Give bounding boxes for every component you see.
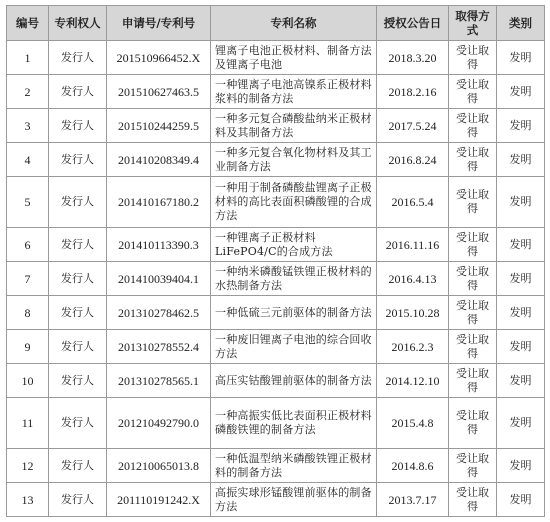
cell-category: 发明 (497, 75, 545, 109)
cell-holder: 发行人 (49, 330, 107, 364)
cell-holder: 发行人 (49, 109, 107, 143)
cell-category: 发明 (497, 364, 545, 398)
cell-method: 受让取得 (449, 75, 497, 109)
header-app-no: 申请号/专利号 (107, 6, 211, 41)
header-category: 类别 (497, 6, 545, 41)
cell-method: 受让取得 (449, 143, 497, 177)
cell-method: 受让取得 (449, 364, 497, 398)
header-holder: 专利权人 (49, 6, 107, 41)
cell-no: 13 (7, 483, 49, 517)
cell-no: 6 (7, 228, 49, 262)
cell-name: 一种多元复合氧化物材料及其工业制备方法 (211, 143, 377, 177)
cell-app-no: 201110191242.X (107, 483, 211, 517)
cell-date: 2013.7.17 (377, 483, 449, 517)
cell-category: 发明 (497, 143, 545, 177)
table-row (7, 364, 545, 398)
cell-app-no: 201510627463.5 (107, 75, 211, 109)
cell-holder: 发行人 (49, 449, 107, 483)
table-row (7, 228, 545, 262)
cell-date: 2017.5.24 (377, 109, 449, 143)
cell-name: 一种用于制备磷酸盐锂离子正极材料的高比表面积磷酸锂的合成方法 (211, 177, 377, 228)
cell-date: 2015.4.8 (377, 398, 449, 449)
cell-date: 2014.8.6 (377, 449, 449, 483)
cell-app-no: 201410208349.4 (107, 143, 211, 177)
cell-name: 一种锂离子电池高镍系正极材料浆料的制备方法 (211, 75, 377, 109)
cell-name: 一种低温型纳米磷酸铁锂正极材料的制备方法 (211, 449, 377, 483)
cell-name: 高压实钴酸锂前驱体的制备方法 (211, 364, 377, 398)
cell-date: 2018.2.16 (377, 75, 449, 109)
cell-app-no: 201210065013.8 (107, 449, 211, 483)
cell-method: 受让取得 (449, 177, 497, 228)
cell-name: 一种低硫三元前驱体的制备方法 (211, 296, 377, 330)
cell-category: 发明 (497, 449, 545, 483)
cell-no: 7 (7, 262, 49, 296)
cell-method: 受让取得 (449, 109, 497, 143)
header-date: 授权公告日 (377, 6, 449, 41)
table-row (7, 109, 545, 143)
cell-category: 发明 (497, 330, 545, 364)
cell-app-no: 201310278565.1 (107, 364, 211, 398)
cell-category: 发明 (497, 177, 545, 228)
table-row (7, 262, 545, 296)
cell-category: 发明 (497, 296, 545, 330)
cell-method: 受让取得 (449, 483, 497, 517)
table-row (7, 483, 545, 517)
cell-holder: 发行人 (49, 262, 107, 296)
cell-method: 受让取得 (449, 228, 497, 262)
cell-category: 发明 (497, 109, 545, 143)
cell-category: 发明 (497, 483, 545, 517)
header-method: 取得方式 (449, 6, 497, 41)
cell-category: 发明 (497, 41, 545, 75)
cell-no: 4 (7, 143, 49, 177)
cell-name: 一种废旧锂离子电池的综合回收方法 (211, 330, 377, 364)
cell-holder: 发行人 (49, 143, 107, 177)
cell-name: 一种高振实低比表面积正极材料磷酸铁锂的制备方法 (211, 398, 377, 449)
cell-date: 2016.11.16 (377, 228, 449, 262)
table-row (7, 330, 545, 364)
header-name: 专利名称 (211, 6, 377, 41)
cell-app-no: 201410113390.3 (107, 228, 211, 262)
cell-no: 11 (7, 398, 49, 449)
cell-app-no: 201210492790.0 (107, 398, 211, 449)
cell-no: 1 (7, 41, 49, 75)
cell-name: 一种纳米磷酸锰铁锂正极材料的水热制备方法 (211, 262, 377, 296)
cell-no: 10 (7, 364, 49, 398)
cell-date: 2016.4.13 (377, 262, 449, 296)
cell-date: 2018.3.20 (377, 41, 449, 75)
cell-no: 5 (7, 177, 49, 228)
table-body (7, 41, 545, 517)
table-row (7, 449, 545, 483)
header-no: 编号 (7, 6, 49, 41)
cell-category: 发明 (497, 228, 545, 262)
cell-name: 锂离子电池正极材料、制备方法及锂离子电池 (211, 41, 377, 75)
cell-holder: 发行人 (49, 296, 107, 330)
cell-method: 受让取得 (449, 449, 497, 483)
cell-holder: 发行人 (49, 228, 107, 262)
table-row (7, 41, 545, 75)
cell-app-no: 201410167180.2 (107, 177, 211, 228)
cell-method: 受让取得 (449, 296, 497, 330)
cell-method: 受让取得 (449, 41, 497, 75)
table-row (7, 143, 545, 177)
cell-app-no: 201410039404.1 (107, 262, 211, 296)
table-header (7, 6, 545, 41)
cell-date: 2016.8.24 (377, 143, 449, 177)
cell-date: 2015.10.28 (377, 296, 449, 330)
table-row (7, 177, 545, 228)
cell-no: 2 (7, 75, 49, 109)
cell-holder: 发行人 (49, 364, 107, 398)
cell-holder: 发行人 (49, 398, 107, 449)
cell-name: 一种多元复合磷酸盐纳米正极材料及其制备方法 (211, 109, 377, 143)
table-row (7, 75, 545, 109)
cell-category: 发明 (497, 262, 545, 296)
cell-app-no: 201510966452.X (107, 41, 211, 75)
cell-no: 9 (7, 330, 49, 364)
cell-name: 一种锂离子正极材料LiFePO4/C的合成方法 (211, 228, 377, 262)
cell-method: 受让取得 (449, 330, 497, 364)
cell-no: 8 (7, 296, 49, 330)
cell-date: 2016.2.3 (377, 330, 449, 364)
cell-name: 高振实球形锰酸锂前驱体的制备方法 (211, 483, 377, 517)
cell-holder: 发行人 (49, 177, 107, 228)
table-row (7, 296, 545, 330)
cell-holder: 发行人 (49, 41, 107, 75)
cell-date: 2014.12.10 (377, 364, 449, 398)
cell-app-no: 201510244259.5 (107, 109, 211, 143)
cell-app-no: 201310278462.5 (107, 296, 211, 330)
cell-category: 发明 (497, 398, 545, 449)
cell-app-no: 201310278552.4 (107, 330, 211, 364)
patent-table (6, 5, 545, 517)
cell-no: 12 (7, 449, 49, 483)
cell-method: 受让取得 (449, 398, 497, 449)
cell-date: 2016.5.4 (377, 177, 449, 228)
cell-no: 3 (7, 109, 49, 143)
cell-method: 受让取得 (449, 262, 497, 296)
table-row (7, 398, 545, 449)
cell-holder: 发行人 (49, 75, 107, 109)
cell-holder: 发行人 (49, 483, 107, 517)
